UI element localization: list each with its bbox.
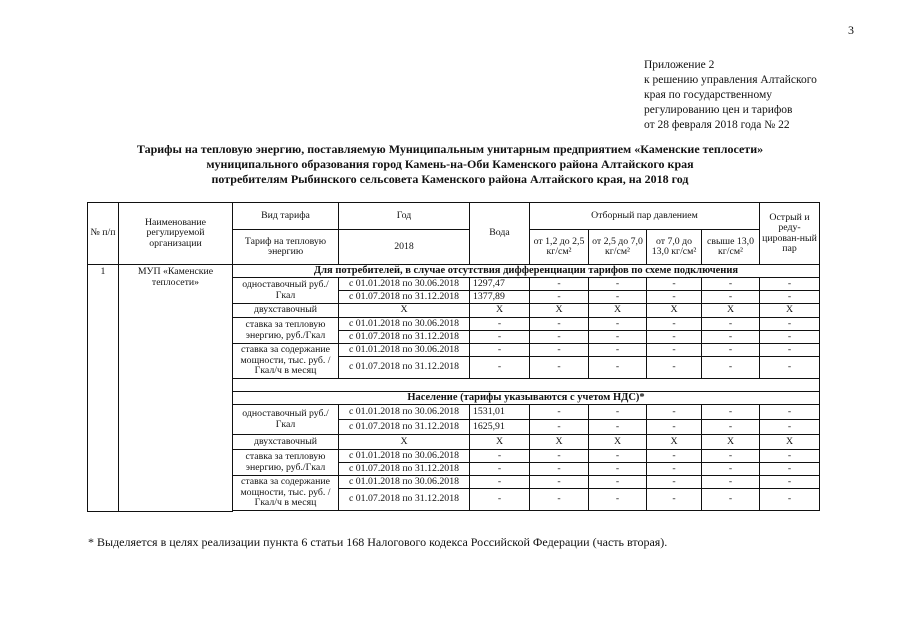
dash-cell: - [702, 318, 760, 331]
header-pressure-1: от 1,2 до 2,5 кг/см² [530, 230, 589, 265]
appendix-note [644, 58, 884, 133]
dash-cell: - [589, 489, 647, 511]
period-cell: с 01.07.2018 по 31.12.2018 [339, 420, 470, 435]
x-cell: X [647, 435, 702, 450]
period-cell: с 01.01.2018 по 30.06.2018 [339, 405, 470, 420]
appendix-line: края по государственному [644, 89, 772, 101]
spacer-row [233, 379, 820, 392]
appendix-line: регулированию цен и тарифов [644, 104, 793, 116]
appendix-line: от 28 февраля 2018 года № 22 [644, 119, 790, 131]
org-name: МУП «Каменские теплосети» [119, 265, 233, 512]
title-line: муниципального образования город Камень-на-Оби Каменского района Алтайского края [206, 157, 694, 171]
header-tariff-heat: Тариф на тепловую энергию [233, 230, 339, 265]
dash-cell: - [530, 278, 589, 291]
dash-cell: - [470, 489, 530, 511]
x-cell: X [589, 435, 647, 450]
dash-cell: - [760, 291, 820, 304]
section-heading: Население (тарифы указываются с учетом НДС)* [233, 392, 820, 405]
water-value: 1531,01 [470, 405, 530, 420]
dash-cell: - [589, 278, 647, 291]
header-num: № п/п [88, 203, 119, 265]
dash-cell: - [530, 420, 589, 435]
dash-cell: - [530, 450, 589, 463]
dash-cell: - [702, 420, 760, 435]
tariff-double-label: двухставочный [233, 435, 339, 450]
header-year: Год [339, 203, 470, 230]
dash-cell: - [470, 463, 530, 476]
x-cell: X [470, 304, 530, 318]
period-cell: с 01.01.2018 по 30.06.2018 [339, 344, 470, 357]
x-cell: X [702, 435, 760, 450]
header-tariff-type: Вид тарифа [233, 203, 339, 230]
dash-cell: - [647, 405, 702, 420]
header-pressure-3: от 7,0 до 13,0 кг/см² [647, 230, 702, 265]
dash-cell: - [647, 291, 702, 304]
footnote: * Выделяется в целях реализации пункта 6 статьи 168 Налогового кодекса Российской Федерации (часть вторая). [88, 535, 668, 549]
x-cell: X [339, 435, 470, 450]
header-water: Вода [470, 203, 530, 265]
dash-cell: - [702, 357, 760, 379]
dash-cell: - [530, 405, 589, 420]
org-number: 1 [88, 265, 119, 512]
tariff-table [87, 202, 820, 512]
title-line: Тарифы на тепловую энергию, поставляемую Муниципальным унитарным предприятием «Каменские теплосети» [136, 142, 764, 156]
period-cell: с 01.07.2018 по 31.12.2018 [339, 489, 470, 511]
water-value: 1297,47 [470, 278, 530, 291]
dash-cell: - [589, 450, 647, 463]
dash-cell: - [647, 489, 702, 511]
dash-cell: - [760, 318, 820, 331]
x-cell: X [760, 304, 820, 318]
dash-cell: - [760, 405, 820, 420]
dash-cell: - [589, 318, 647, 331]
capacity-rate-label: ставка за содержание мощности, тыс. руб. /Гкал/ч в месяц [233, 344, 339, 379]
dash-cell: - [647, 331, 702, 344]
document-title [60, 142, 840, 187]
x-cell: X [647, 304, 702, 318]
energy-rate-label: ставка за тепловую энергию, руб./Гкал [233, 318, 339, 344]
water-value: 1377,89 [470, 291, 530, 304]
period-cell: с 01.01.2018 по 30.06.2018 [339, 278, 470, 291]
dash-cell: - [760, 489, 820, 511]
header-pressure-2: от 2,5 до 7,0 кг/см² [589, 230, 647, 265]
dash-cell: - [760, 463, 820, 476]
x-cell: X [339, 304, 470, 318]
header-steam: Отборный пар давлением [530, 203, 760, 230]
dash-cell: - [530, 344, 589, 357]
dash-cell: - [702, 344, 760, 357]
x-cell: X [702, 304, 760, 318]
dash-cell: - [760, 357, 820, 379]
dash-cell: - [589, 463, 647, 476]
dash-cell: - [760, 331, 820, 344]
dash-cell: - [647, 278, 702, 291]
dash-cell: - [530, 476, 589, 489]
x-cell: X [589, 304, 647, 318]
dash-cell: - [702, 331, 760, 344]
filler [88, 511, 702, 512]
x-cell: X [530, 435, 589, 450]
title-line: потребителям Рыбинского сельсовета Каменского района Алтайского края, на 2018 год [211, 172, 689, 186]
dash-cell: - [589, 420, 647, 435]
dash-cell: - [647, 357, 702, 379]
appendix-line: Приложение 2 [644, 59, 715, 71]
dash-cell: - [530, 291, 589, 304]
dash-cell: - [760, 278, 820, 291]
dash-cell: - [760, 450, 820, 463]
dash-cell: - [702, 476, 760, 489]
water-value: 1625,91 [470, 420, 530, 435]
period-cell: с 01.07.2018 по 31.12.2018 [339, 331, 470, 344]
dash-cell: - [530, 318, 589, 331]
dash-cell: - [530, 463, 589, 476]
period-cell: с 01.01.2018 по 30.06.2018 [339, 476, 470, 489]
dash-cell: - [589, 405, 647, 420]
dash-cell: - [589, 291, 647, 304]
dash-cell: - [702, 450, 760, 463]
dash-cell: - [702, 489, 760, 511]
dash-cell: - [647, 420, 702, 435]
appendix-line: к решению управления Алтайского [644, 74, 817, 86]
header-pressure-4: свыше 13,0 кг/см² [702, 230, 760, 265]
period-cell: с 01.01.2018 по 30.06.2018 [339, 450, 470, 463]
energy-rate-label: ставка за тепловую энергию, руб./Гкал [233, 450, 339, 476]
dash-cell: - [760, 420, 820, 435]
capacity-rate-label: ставка за содержание мощности, тыс. руб. /Гкал/ч в месяц [233, 476, 339, 511]
tariff-single-label: одноставочный руб./Гкал [233, 405, 339, 435]
dash-cell: - [589, 331, 647, 344]
dash-cell: - [760, 344, 820, 357]
dash-cell: - [470, 344, 530, 357]
x-cell: X [760, 435, 820, 450]
x-cell: X [470, 435, 530, 450]
dash-cell: - [530, 489, 589, 511]
dash-cell: - [702, 291, 760, 304]
dash-cell: - [470, 318, 530, 331]
tariff-double-label: двухставочный [233, 304, 339, 318]
header-org: Наименование регулируемой организации [119, 203, 233, 265]
dash-cell: - [647, 463, 702, 476]
dash-cell: - [470, 450, 530, 463]
dash-cell: - [470, 331, 530, 344]
dash-cell: - [530, 331, 589, 344]
tariff-single-label: одноставочный руб./Гкал [233, 278, 339, 304]
header-sharp-steam: Острый и реду-цирован-ный пар [760, 203, 820, 265]
period-cell: с 01.07.2018 по 31.12.2018 [339, 291, 470, 304]
dash-cell: - [530, 357, 589, 379]
dash-cell: - [589, 476, 647, 489]
header-year-value: 2018 [339, 230, 470, 265]
period-cell: с 01.07.2018 по 31.12.2018 [339, 463, 470, 476]
dash-cell: - [760, 476, 820, 489]
dash-cell: - [647, 476, 702, 489]
dash-cell: - [647, 450, 702, 463]
x-cell: X [530, 304, 589, 318]
dash-cell: - [647, 318, 702, 331]
dash-cell: - [589, 344, 647, 357]
dash-cell: - [702, 463, 760, 476]
dash-cell: - [589, 357, 647, 379]
dash-cell: - [470, 476, 530, 489]
section-heading: Для потребителей, в случае отсутствия дифференциации тарифов по схеме подключения [233, 265, 820, 278]
page-number: 3 [848, 23, 854, 37]
period-cell: с 01.01.2018 по 30.06.2018 [339, 318, 470, 331]
period-cell: с 01.07.2018 по 31.12.2018 [339, 357, 470, 379]
dash-cell: - [702, 405, 760, 420]
dash-cell: - [647, 344, 702, 357]
dash-cell: - [702, 278, 760, 291]
dash-cell: - [470, 357, 530, 379]
